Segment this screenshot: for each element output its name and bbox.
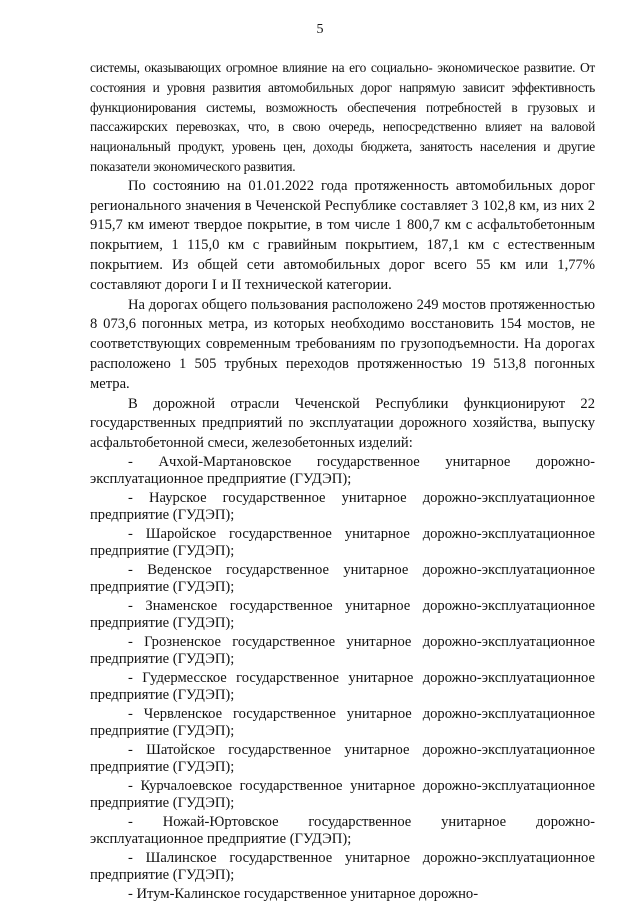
list-item: - Наурское государственное унитарное дорожно-эксплуатационное предприятие (ГУДЭП); — [90, 489, 595, 523]
list-item: - Червленское государственное унитарное дорожно-эксплуатационное предприятие (ГУДЭП); — [90, 705, 595, 739]
enterprise-list — [90, 454, 595, 903]
paragraph-bridges: На дорогах общего пользования расположено 249 мостов протяженностью 8 073,6 погонных метра, из которых необходимо восстановить 154 мостов, не соответствующих современным требованиям по грузоподъемности. На дорогах расположено 1 505 трубных переходов протяженностью 19 513,8 погонных метра. — [90, 296, 595, 392]
list-item: - Шатойское государственное унитарное дорожно-эксплуатационное предприятие (ГУДЭП); — [90, 741, 595, 775]
list-item: - Курчалоевское государственное унитарное дорожно-эксплуатационное предприятие (ГУДЭП); — [90, 777, 595, 811]
list-item: - Гудермесское государственное унитарное дорожно-эксплуатационное предприятие (ГУДЭП); — [90, 669, 595, 703]
list-item: - Шалинское государственное унитарное дорожно-эксплуатационное предприятие (ГУДЭП); — [90, 849, 595, 883]
paragraph-enterprises: В дорожной отрасли Чеченской Республики функционируют 22 государственных предприятий по эксплуатации дорожного хозяйства, выпуску асфальтобетонной смеси, железобетонных изделий: — [90, 395, 595, 452]
document-body — [90, 58, 595, 903]
list-item: - Ачхой-Мартановское государственное унитарное дорожно-эксплуатационное предприятие (ГУДЭП); — [90, 453, 595, 487]
paragraph-intro-continuation: системы, оказывающих огромное влияние на его социально- экономическое развитие. От состояния и уровня развития автомобильных дорог напрямую зависит эффективность функционирования системы, возможность обеспечения потребностей в грузовых и пассажирских перевозках, что, в свою очередь, непосредственно влияет на валовой национальный продукт, уровень цен, доходы бюджета, занятость населения и другие показатели экономического развития. — [90, 60, 595, 174]
list-item: - Шаройское государственное унитарное дорожно-эксплуатационное предприятие (ГУДЭП); — [90, 525, 595, 559]
list-item: - Веденское государственное унитарное дорожно-эксплуатационное предприятие (ГУДЭП); — [90, 561, 595, 595]
list-item: - Знаменское государственное унитарное дорожно-эксплуатационное предприятие (ГУДЭП); — [90, 597, 595, 631]
list-item: - Ножай-Юртовское государственное унитарное дорожно-эксплуатационное предприятие (ГУДЭП); — [90, 813, 595, 847]
list-item: - Итум-Калинское государственное унитарное дорожно- — [128, 885, 479, 902]
list-item: - Грозненское государственное унитарное дорожно-эксплуатационное предприятие (ГУДЭП); — [90, 633, 595, 667]
page-number: 5 — [316, 22, 324, 37]
paragraph-road-length: По состоянию на 01.01.2022 года протяженность автомобильных дорог регионального значения в Чеченской Республике составляет 3 102,8 км, из них 2 915,7 км имеют твердое покрытие, в том числе 1 800,7 км с асфальтобетонным покрытием, 1 115,0 км с гравийным покрытием, 187,1 км с естественным покрытием. Из общей сети автомобильных дорог всего 55 км или 1,77% составляют дороги I и II технической категории. — [90, 177, 595, 293]
